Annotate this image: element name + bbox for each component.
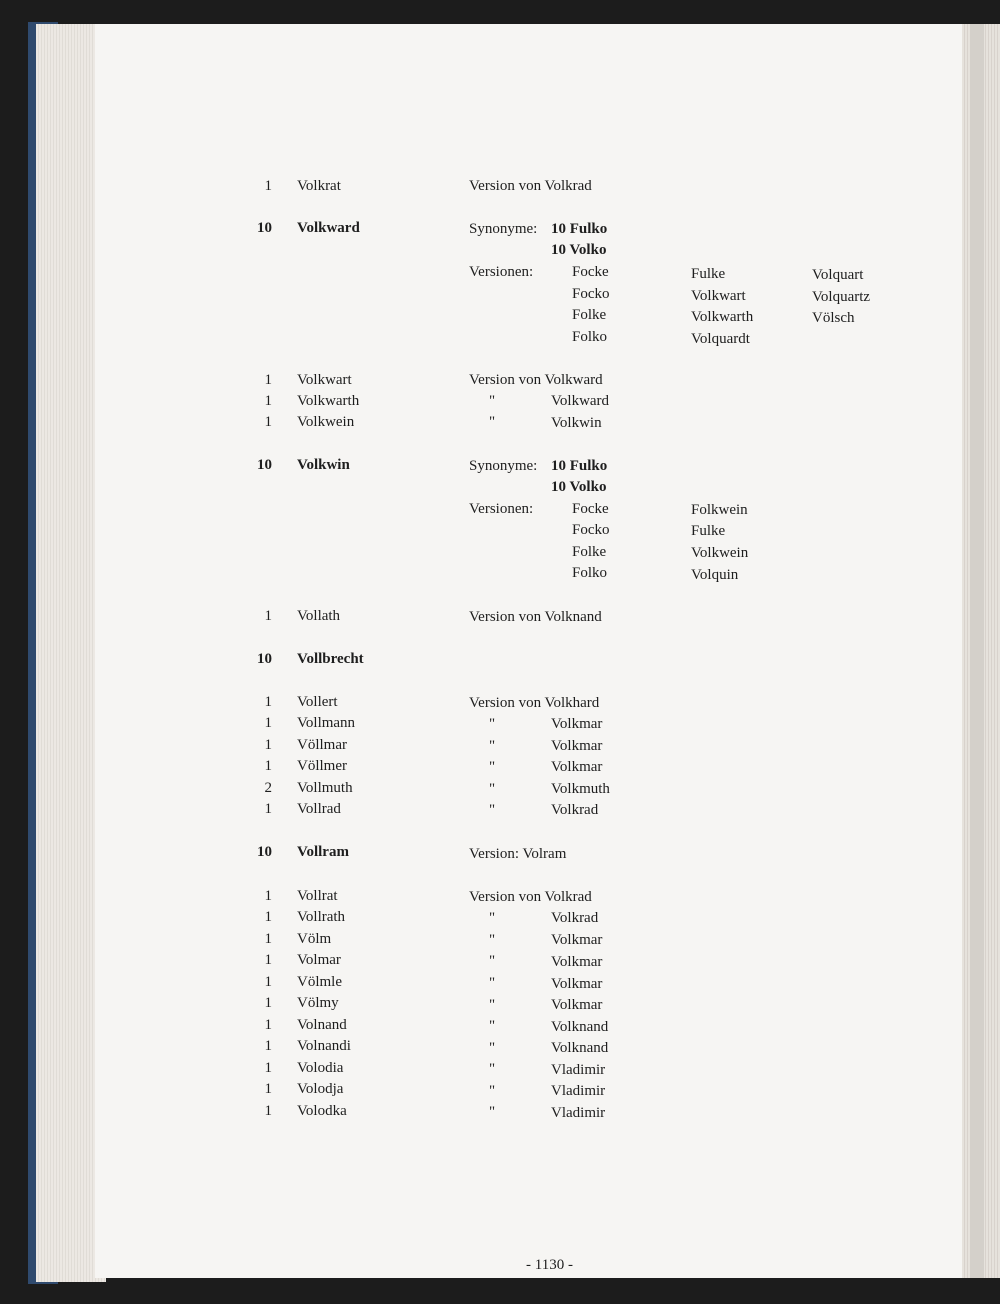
- version-item: Folko: [572, 329, 608, 345]
- version-item: Focko: [572, 522, 610, 538]
- entry-name: Vollram: [297, 844, 349, 860]
- entry-reference: Volknand: [551, 1019, 609, 1035]
- version-item: Folko: [572, 565, 608, 581]
- entry-count: 1: [264, 737, 272, 753]
- version-item: Volquart: [812, 267, 864, 283]
- ditto-mark: ": [489, 759, 496, 775]
- ditto-mark: ": [489, 716, 496, 732]
- entry-count: 1: [264, 414, 272, 430]
- version-item: Volkwarth: [691, 309, 754, 325]
- entry-count: 1: [264, 888, 272, 904]
- entry-name: Vollrath: [297, 909, 346, 925]
- version-item: Volkwart: [691, 288, 746, 304]
- ditto-mark: ": [489, 781, 496, 797]
- entry-count: 1: [264, 608, 272, 624]
- entry-name: Volodja: [297, 1081, 344, 1097]
- synonym: 10 Fulko: [551, 458, 608, 474]
- version-item: Focke: [572, 264, 609, 280]
- entry-count: 1: [264, 1103, 272, 1119]
- entry-count: 1: [264, 178, 272, 194]
- entry-name: Volodia: [297, 1060, 344, 1076]
- versions-label: Versionen:: [469, 264, 534, 280]
- synonym: 10 Volko: [551, 242, 607, 258]
- entry-reference: Volkmar: [551, 759, 603, 775]
- ditto-mark: ": [489, 997, 496, 1013]
- entry-name: Volmar: [297, 952, 341, 968]
- entry-count: 2: [264, 780, 272, 796]
- entry-name: Völm: [297, 931, 332, 947]
- entry-name: Vollbrecht: [297, 651, 364, 667]
- ditto-mark: ": [489, 1104, 496, 1120]
- version-item: Folkwein: [691, 502, 748, 518]
- synonyms-label: Synonyme:: [469, 221, 538, 237]
- entry-name: Völlmer: [297, 758, 347, 774]
- entry-count: 1: [264, 801, 272, 817]
- page-number: - 1130 -: [526, 1257, 573, 1273]
- entry-count: 1: [264, 995, 272, 1011]
- entry-name: Volkwarth: [297, 393, 360, 409]
- entry-count: 1: [264, 1081, 272, 1097]
- entry-reference: Volkmar: [551, 932, 603, 948]
- entry-name: Völmy: [297, 995, 339, 1011]
- entry-name: Volkward: [297, 220, 360, 236]
- synonym: 10 Fulko: [551, 221, 608, 237]
- entry-count: 1: [264, 931, 272, 947]
- ditto-mark: ": [489, 975, 496, 991]
- entry-reference: Version von Volkrad: [469, 178, 592, 194]
- entry-reference: Volknand: [551, 1040, 609, 1056]
- entry-name: Vollath: [297, 608, 341, 624]
- entry-version: Version: Volram: [469, 846, 567, 862]
- entry-reference: Volkmar: [551, 738, 603, 754]
- entry-count: 1: [264, 974, 272, 990]
- version-item: Volquartz: [812, 289, 871, 305]
- entry-reference: Version von Volkhard: [469, 695, 600, 711]
- entry-reference: Volkmuth: [551, 781, 610, 797]
- entry-name: Völmle: [297, 974, 342, 990]
- entry-count: 1: [264, 909, 272, 925]
- ditto-mark: ": [489, 1040, 496, 1056]
- entry-count: 1: [264, 952, 272, 968]
- entry-reference: Volkmar: [551, 716, 603, 732]
- entry-reference: Volkmar: [551, 954, 603, 970]
- entry-name: Vollmann: [297, 715, 356, 731]
- entry-reference: Version von Volkward: [469, 372, 603, 388]
- entry-name: Volnand: [297, 1017, 347, 1033]
- entry-name: Volodka: [297, 1103, 347, 1119]
- version-item: Fulke: [691, 523, 726, 539]
- synonym: 10 Volko: [551, 479, 607, 495]
- entry-count: 10: [257, 457, 272, 473]
- ditto-mark: ": [489, 910, 496, 926]
- entry-reference: Volkwin: [551, 415, 602, 431]
- entry-name: Volkrat: [297, 178, 341, 194]
- entry-count: 1: [264, 715, 272, 731]
- version-item: Volquardt: [691, 331, 750, 347]
- entry-reference: Vladimir: [551, 1083, 606, 1099]
- ditto-mark: ": [489, 393, 496, 409]
- version-item: Folke: [572, 307, 607, 323]
- entry-name: Volkwein: [297, 414, 355, 430]
- ditto-mark: ": [489, 1018, 496, 1034]
- synonyms-label: Synonyme:: [469, 458, 538, 474]
- entry-reference: Version von Volknand: [469, 609, 602, 625]
- entry-reference: Vladimir: [551, 1105, 606, 1121]
- entry-reference: Volkrad: [551, 802, 599, 818]
- entry-count: 1: [264, 694, 272, 710]
- entry-count: 10: [257, 220, 272, 236]
- entry-count: 1: [264, 372, 272, 388]
- entry-reference: Volkward: [551, 393, 610, 409]
- entry-count: 1: [264, 1038, 272, 1054]
- version-item: Fulke: [691, 266, 726, 282]
- ditto-mark: ": [489, 932, 496, 948]
- entry-count: 1: [264, 758, 272, 774]
- entry-count: 1: [264, 1017, 272, 1033]
- ditto-mark: ": [489, 738, 496, 754]
- version-item: Volkwein: [691, 545, 749, 561]
- entry-reference: Vladimir: [551, 1062, 606, 1078]
- version-item: Völsch: [812, 310, 855, 326]
- version-item: Folke: [572, 544, 607, 560]
- entry-name: Volnandi: [297, 1038, 351, 1054]
- entry-name: Vollrad: [297, 801, 341, 817]
- entry-name: Vollmuth: [297, 780, 353, 796]
- entry-reference: Volkmar: [551, 997, 603, 1013]
- entry-count: 1: [264, 393, 272, 409]
- ditto-mark: ": [489, 414, 496, 430]
- version-item: Focke: [572, 501, 609, 517]
- entry-name: Volkwart: [297, 372, 352, 388]
- versions-label: Versionen:: [469, 501, 534, 517]
- book-page: [95, 24, 963, 1278]
- entry-count: 1: [264, 1060, 272, 1076]
- ditto-mark: ": [489, 802, 496, 818]
- entry-count: 10: [257, 651, 272, 667]
- version-item: Focko: [572, 286, 610, 302]
- ditto-mark: ": [489, 1083, 496, 1099]
- ditto-mark: ": [489, 953, 496, 969]
- entry-reference: Volkrad: [551, 910, 599, 926]
- entry-name: Vollrat: [297, 888, 338, 904]
- facing-page-edge: [970, 24, 984, 1278]
- entry-name: Vollert: [297, 694, 338, 710]
- entry-name: Volkwin: [297, 457, 350, 473]
- entry-reference: Volkmar: [551, 976, 603, 992]
- ditto-mark: ": [489, 1061, 496, 1077]
- entry-reference: Version von Volkrad: [469, 889, 592, 905]
- version-item: Volquin: [691, 567, 739, 583]
- entry-count: 10: [257, 844, 272, 860]
- entry-name: Völlmar: [297, 737, 347, 753]
